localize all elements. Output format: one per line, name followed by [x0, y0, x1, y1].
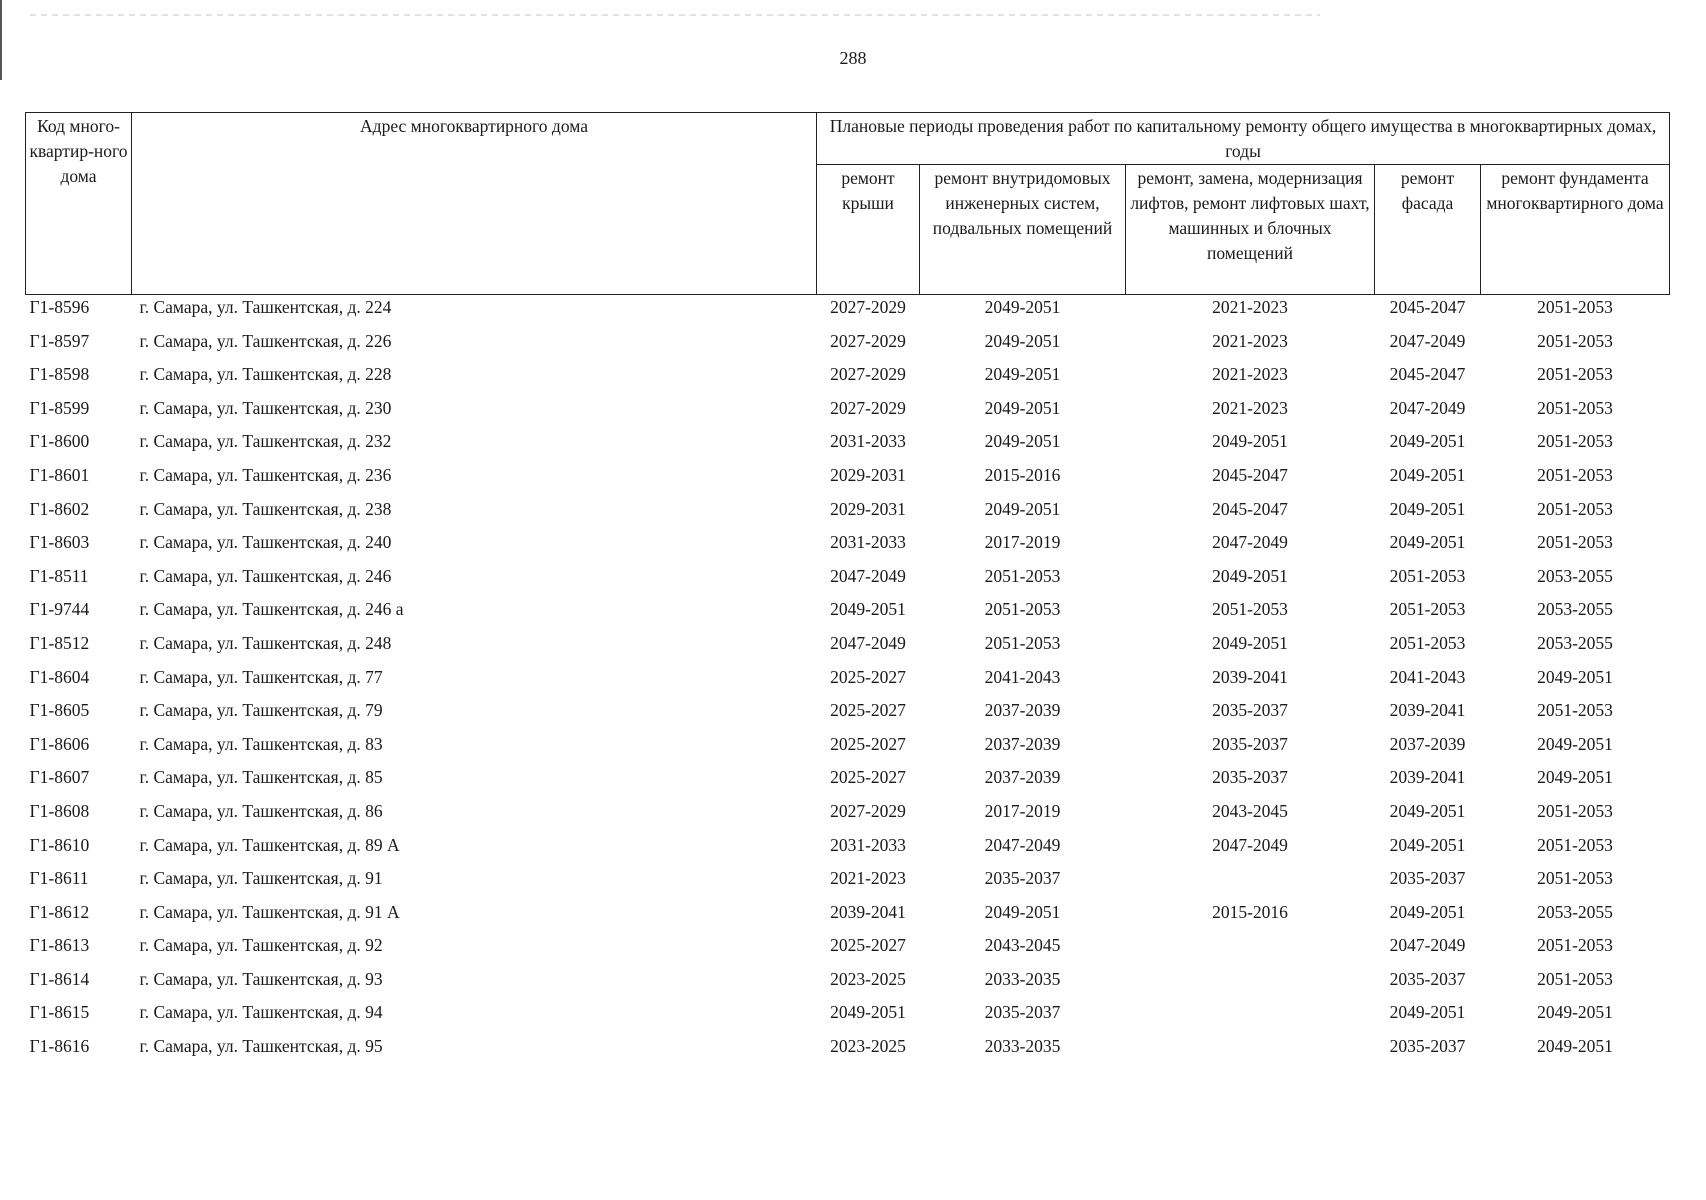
cell-address: г. Самара, ул. Ташкентская, д. 77 — [139, 666, 383, 687]
cell-address: г. Самара, ул. Ташкентская, д. 92 — [139, 935, 383, 956]
cell-elevators: 2049-2051 — [1212, 632, 1288, 653]
cell-roof: 2047-2049 — [830, 565, 906, 586]
cell-address: г. Самара, ул. Ташкентская, д. 91 А — [139, 901, 400, 922]
cell-address: г. Самара, ул. Ташкентская, д. 226 — [139, 330, 392, 351]
cell-address: г. Самара, ул. Ташкентская, д. 85 — [139, 767, 383, 788]
cell-elevators: 2021-2023 — [1212, 397, 1288, 418]
cell-elevators — [1126, 933, 1375, 967]
cell-code: Г1-8599 — [29, 397, 90, 418]
cell-foundation: 2051-2053 — [1537, 431, 1613, 452]
cell-engineering: 2049-2051 — [984, 397, 1061, 418]
cell-engineering: 2051-2053 — [984, 599, 1061, 620]
cell-address: г. Самара, ул. Ташкентская, д. 238 — [139, 498, 392, 519]
cell-address: г. Самара, ул. Ташкентская, д. 246 а — [139, 599, 404, 620]
cell-roof: 2027-2029 — [830, 397, 906, 418]
cell-foundation: 2051-2053 — [1537, 868, 1613, 889]
cell-address: г. Самара, ул. Ташкентская, д. 224 — [139, 297, 392, 317]
table-row — [26, 631, 1670, 665]
cell-engineering: 2049-2051 — [984, 901, 1061, 922]
table-row — [26, 900, 1670, 934]
cell-roof: 2049-2051 — [830, 1002, 906, 1023]
cell-facade: 2049-2051 — [1389, 800, 1466, 821]
cell-foundation: 2049-2051 — [1537, 666, 1613, 687]
cell-elevators: 2051-2053 — [1212, 599, 1288, 620]
cell-address: г. Самара, ул. Ташкентская, д. 83 — [139, 733, 383, 754]
table-row — [26, 463, 1670, 497]
cell-facade: 2035-2037 — [1389, 868, 1466, 889]
cell-roof: 2027-2029 — [830, 297, 906, 317]
cell-roof: 2027-2029 — [830, 800, 906, 821]
cell-elevators: 2047-2049 — [1212, 834, 1288, 855]
cell-foundation: 2049-2051 — [1537, 733, 1613, 754]
cell-elevators: 2043-2045 — [1212, 800, 1288, 821]
header-roof: ремонт крыши — [817, 165, 920, 295]
cell-engineering: 2015-2016 — [984, 464, 1061, 485]
cell-foundation: 2051-2053 — [1537, 532, 1613, 553]
cell-roof: 2023-2025 — [830, 1036, 906, 1057]
cell-engineering: 2049-2051 — [984, 297, 1061, 317]
cell-code: Г1-8601 — [29, 464, 90, 485]
cell-address: г. Самара, ул. Ташкентская, д. 230 — [139, 397, 392, 418]
cell-address: г. Самара, ул. Ташкентская, д. 79 — [139, 700, 383, 721]
table-row — [26, 429, 1670, 463]
cell-facade: 2049-2051 — [1389, 464, 1466, 485]
header-foundation: ремонт фундамента многоквартирного дома — [1481, 165, 1670, 295]
header-facade: ремонт фасада — [1375, 165, 1481, 295]
cell-engineering: 2017-2019 — [984, 532, 1061, 553]
cell-roof: 2027-2029 — [830, 330, 906, 351]
table-row — [26, 497, 1670, 531]
cell-elevators: 2021-2023 — [1212, 297, 1288, 317]
table-row — [26, 329, 1670, 363]
cell-facade: 2051-2053 — [1389, 599, 1466, 620]
cell-foundation: 2049-2051 — [1537, 1036, 1613, 1057]
cell-foundation: 2053-2055 — [1537, 632, 1613, 653]
cell-facade: 2051-2053 — [1389, 565, 1466, 586]
table-row — [26, 698, 1670, 732]
table-row — [26, 799, 1670, 833]
cell-elevators: 2021-2023 — [1212, 364, 1288, 385]
cell-elevators: 2049-2051 — [1212, 565, 1288, 586]
table-row — [26, 396, 1670, 430]
cell-foundation: 2053-2055 — [1537, 599, 1613, 620]
cell-facade: 2049-2051 — [1389, 1002, 1466, 1023]
cell-roof: 2021-2023 — [830, 868, 906, 889]
cell-engineering: 2037-2039 — [984, 733, 1061, 754]
cell-elevators: 2039-2041 — [1212, 666, 1288, 687]
cell-roof: 2025-2027 — [830, 767, 906, 788]
cell-facade: 2047-2049 — [1389, 330, 1466, 351]
table-row — [26, 765, 1670, 799]
cell-code: Г1-8608 — [29, 800, 90, 821]
cell-code: Г1-8614 — [29, 968, 90, 989]
cell-address: г. Самара, ул. Ташкентская, д. 89 А — [139, 834, 400, 855]
header-address: Адрес многоквартирного дома — [132, 113, 817, 295]
cell-address: г. Самара, ул. Ташкентская, д. 86 — [139, 800, 383, 821]
cell-engineering: 2035-2037 — [984, 1002, 1061, 1023]
cell-elevators: 2015-2016 — [1212, 901, 1288, 922]
cell-roof: 2027-2029 — [830, 364, 906, 385]
table-row — [26, 597, 1670, 631]
table-row — [26, 1034, 1670, 1068]
table-row — [26, 933, 1670, 967]
cell-code: Г1-8604 — [29, 666, 90, 687]
cell-code: Г1-8512 — [29, 632, 90, 653]
cell-facade: 2045-2047 — [1389, 297, 1466, 317]
table-row — [26, 295, 1670, 329]
cell-elevators: 2045-2047 — [1212, 464, 1288, 485]
cell-facade: 2045-2047 — [1389, 364, 1466, 385]
cell-engineering: 2049-2051 — [984, 498, 1061, 519]
table-header — [26, 113, 1670, 295]
cell-address: г. Самара, ул. Ташкентская, д. 236 — [139, 464, 392, 485]
cell-address: г. Самара, ул. Ташкентская, д. 232 — [139, 431, 392, 452]
cell-code: Г1-8616 — [29, 1036, 90, 1057]
cell-elevators — [1126, 1000, 1375, 1034]
cell-roof: 2031-2033 — [830, 431, 906, 452]
cell-foundation: 2051-2053 — [1537, 498, 1613, 519]
cell-address: г. Самара, ул. Ташкентская, д. 240 — [139, 532, 392, 553]
cell-roof: 2029-2031 — [830, 464, 906, 485]
table-body — [26, 295, 1670, 1068]
cell-facade: 2049-2051 — [1389, 498, 1466, 519]
cell-engineering: 2049-2051 — [984, 330, 1061, 351]
cell-code: Г1-9744 — [29, 599, 90, 620]
table-row — [26, 967, 1670, 1001]
cell-engineering: 2037-2039 — [984, 700, 1061, 721]
cell-elevators: 2047-2049 — [1212, 532, 1288, 553]
cell-code: Г1-8598 — [29, 364, 90, 385]
cell-code: Г1-8611 — [29, 868, 89, 889]
cell-address: г. Самара, ул. Ташкентская, д. 95 — [139, 1036, 383, 1057]
cell-elevators: 2049-2051 — [1212, 431, 1288, 452]
capital-repair-table — [25, 112, 1670, 1068]
cell-engineering: 2047-2049 — [984, 834, 1061, 855]
cell-engineering: 2033-2035 — [984, 1036, 1061, 1057]
header-elevators: ремонт, замена, модернизация лифтов, ремонт лифтовых шахт, машинных и блочных помещений — [1126, 165, 1375, 295]
cell-roof: 2025-2027 — [830, 666, 906, 687]
cell-engineering: 2037-2039 — [984, 767, 1061, 788]
cell-roof: 2025-2027 — [830, 700, 906, 721]
cell-foundation: 2051-2053 — [1537, 935, 1613, 956]
table-row — [26, 530, 1670, 564]
cell-address: г. Самара, ул. Ташкентская, д. 248 — [139, 632, 392, 653]
cell-foundation: 2051-2053 — [1537, 330, 1613, 351]
cell-engineering: 2043-2045 — [984, 935, 1061, 956]
table-row — [26, 732, 1670, 766]
cell-foundation: 2053-2055 — [1537, 565, 1613, 586]
cell-engineering: 2049-2051 — [984, 431, 1061, 452]
cell-address: г. Самара, ул. Ташкентская, д. 91 — [139, 868, 383, 889]
cell-engineering: 2017-2019 — [984, 800, 1061, 821]
cell-foundation: 2051-2053 — [1537, 464, 1613, 485]
table-row — [26, 362, 1670, 396]
cell-roof: 2025-2027 — [830, 935, 906, 956]
cell-code: Г1-8511 — [29, 565, 89, 586]
cell-facade: 2035-2037 — [1389, 968, 1466, 989]
cell-facade: 2049-2051 — [1389, 834, 1466, 855]
cell-elevators — [1126, 1034, 1375, 1068]
cell-roof: 2039-2041 — [830, 901, 906, 922]
cell-elevators: 2035-2037 — [1212, 700, 1288, 721]
page-number: 288 — [839, 48, 867, 68]
cell-address: г. Самара, ул. Ташкентская, д. 246 — [139, 565, 392, 586]
cell-code: Г1-8607 — [29, 767, 90, 788]
cell-code: Г1-8615 — [29, 1002, 90, 1023]
cell-code: Г1-8610 — [29, 834, 90, 855]
cell-foundation: 2051-2053 — [1537, 397, 1613, 418]
cell-facade: 2039-2041 — [1389, 767, 1466, 788]
header-periods-group: Плановые периоды проведения работ по капитальному ремонту общего имущества в многоквартирных домах, годы — [817, 113, 1670, 165]
cell-facade: 2051-2053 — [1389, 632, 1466, 653]
cell-code: Г1-8612 — [29, 901, 90, 922]
cell-foundation: 2049-2051 — [1537, 1002, 1613, 1023]
table-row — [26, 866, 1670, 900]
cell-elevators: 2035-2037 — [1212, 733, 1288, 754]
cell-code: Г1-8602 — [29, 498, 90, 519]
cell-foundation: 2053-2055 — [1537, 901, 1613, 922]
cell-engineering: 2051-2053 — [984, 632, 1061, 653]
cell-code: Г1-8605 — [29, 700, 90, 721]
scan-noise-line — [30, 14, 1320, 16]
cell-elevators: 2021-2023 — [1212, 330, 1288, 351]
cell-roof: 2029-2031 — [830, 498, 906, 519]
cell-facade: 2047-2049 — [1389, 397, 1466, 418]
cell-address: г. Самара, ул. Ташкентская, д. 228 — [139, 364, 392, 385]
cell-facade: 2049-2051 — [1389, 901, 1466, 922]
cell-engineering: 2041-2043 — [984, 666, 1061, 687]
cell-roof: 2031-2033 — [830, 834, 906, 855]
header-engineering: ремонт внутридомовых инженерных систем, подвальных помещений — [920, 165, 1126, 295]
cell-roof: 2049-2051 — [830, 599, 906, 620]
table-row — [26, 833, 1670, 867]
cell-foundation: 2049-2051 — [1537, 767, 1613, 788]
cell-roof: 2023-2025 — [830, 968, 906, 989]
cell-code: Г1-8597 — [29, 330, 90, 351]
cell-address: г. Самара, ул. Ташкентская, д. 93 — [139, 968, 383, 989]
cell-roof: 2031-2033 — [830, 532, 906, 553]
cell-facade: 2035-2037 — [1389, 1036, 1466, 1057]
cell-code: Г1-8613 — [29, 935, 90, 956]
cell-foundation: 2051-2053 — [1537, 834, 1613, 855]
cell-code: Г1-8606 — [29, 733, 90, 754]
cell-facade: 2049-2051 — [1389, 431, 1466, 452]
cell-roof: 2025-2027 — [830, 733, 906, 754]
cell-foundation: 2051-2053 — [1537, 700, 1613, 721]
cell-foundation: 2051-2053 — [1537, 297, 1613, 317]
cell-elevators — [1126, 967, 1375, 1001]
table-row — [26, 564, 1670, 598]
cell-engineering: 2049-2051 — [984, 364, 1061, 385]
cell-facade: 2039-2041 — [1389, 700, 1466, 721]
table-row — [26, 1000, 1670, 1034]
cell-elevators: 2045-2047 — [1212, 498, 1288, 519]
cell-facade: 2037-2039 — [1389, 733, 1466, 754]
cell-engineering: 2035-2037 — [984, 868, 1061, 889]
cell-elevators: 2035-2037 — [1212, 767, 1288, 788]
cell-code: Г1-8600 — [29, 431, 90, 452]
cell-engineering: 2051-2053 — [984, 565, 1061, 586]
cell-foundation: 2051-2053 — [1537, 968, 1613, 989]
cell-facade: 2041-2043 — [1389, 666, 1466, 687]
cell-code: Г1-8603 — [29, 532, 90, 553]
header-code: Код много-квартир-ного дома — [26, 113, 132, 295]
cell-elevators — [1126, 866, 1375, 900]
cell-facade: 2047-2049 — [1389, 935, 1466, 956]
cell-facade: 2049-2051 — [1389, 532, 1466, 553]
cell-address: г. Самара, ул. Ташкентская, д. 94 — [139, 1002, 383, 1023]
cell-roof: 2047-2049 — [830, 632, 906, 653]
cell-engineering: 2033-2035 — [984, 968, 1061, 989]
table-row — [26, 665, 1670, 699]
cell-code: Г1-8596 — [29, 297, 90, 317]
cell-foundation: 2051-2053 — [1537, 364, 1613, 385]
cell-foundation: 2051-2053 — [1537, 800, 1613, 821]
